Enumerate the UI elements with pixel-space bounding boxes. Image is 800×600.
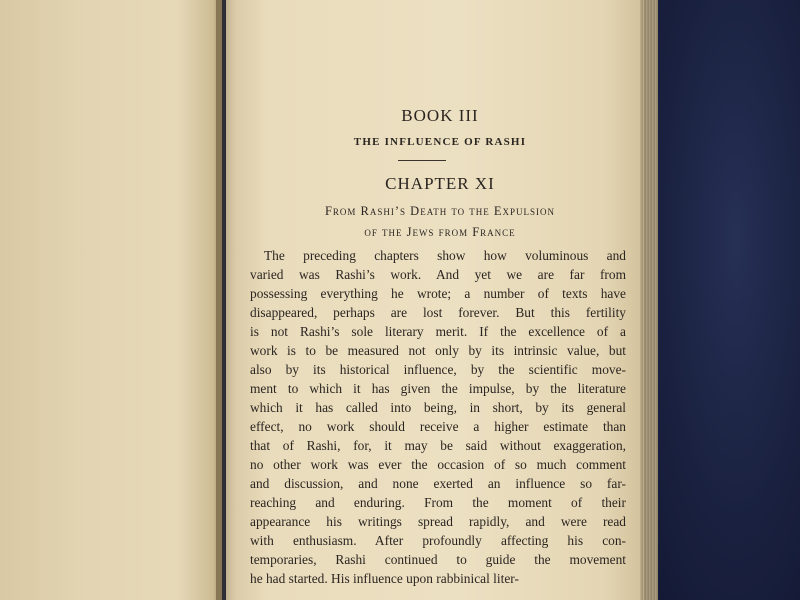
chapter-subtitle [250, 201, 630, 243]
body-line: temporaries, Rashi continued to guide the movement [250, 552, 626, 567]
body-line: also by its historical influence, by the scientific move- [250, 362, 626, 377]
body-line: appearance his writings spread rapidly, and were read [250, 514, 626, 529]
body-line: and discussion, and none exerted an influence so far- [250, 476, 626, 491]
body-line: that of Rashi, for, it may be said without exaggeration, [250, 438, 626, 453]
body-line: which it has called into being, in short, by its general [250, 400, 626, 415]
body-line: disappeared, perhaps are lost forever. But this fertility [250, 305, 626, 320]
left-page [0, 0, 222, 600]
body-line: work is to be measured not only by its intrinsic value, but [250, 343, 626, 358]
page-edges [640, 0, 658, 600]
book-heading: BOOK III [401, 106, 479, 125]
body-line: he had started. His influence upon rabbinical liter- [250, 571, 519, 586]
body-line: no other work was ever the occasion of so much comment [250, 457, 626, 472]
body-line: with enthusiasm. After profoundly affecting his con- [250, 533, 626, 548]
body-line: varied was Rashi’s work. And yet we are far from [250, 267, 626, 282]
chapter-subtitle-line: From Rashi’s Death to the Expulsion [324, 204, 556, 218]
chapter-heading: CHAPTER XI [385, 174, 495, 193]
body-line: The preceding chapters show how voluminous and [264, 248, 626, 263]
body-line: is not Rashi’s sole literary merit. If the excellence of a [250, 324, 626, 339]
heading-divider [398, 160, 446, 161]
background-cloth [640, 0, 800, 600]
body-paragraph [250, 246, 626, 588]
body-line: possessing everything he wrote; a number of texts have [250, 286, 626, 301]
body-line: effect, no work should receive a higher estimate than [250, 419, 626, 434]
body-line: ment to which it has given the impulse, by the literature [250, 381, 626, 396]
body-line: reaching and enduring. From the moment of their [250, 495, 626, 510]
section-heading: THE INFLUENCE OF RASHI [353, 136, 527, 148]
chapter-subtitle-line: of the Jews from France [364, 225, 516, 239]
book-gutter [216, 0, 236, 600]
